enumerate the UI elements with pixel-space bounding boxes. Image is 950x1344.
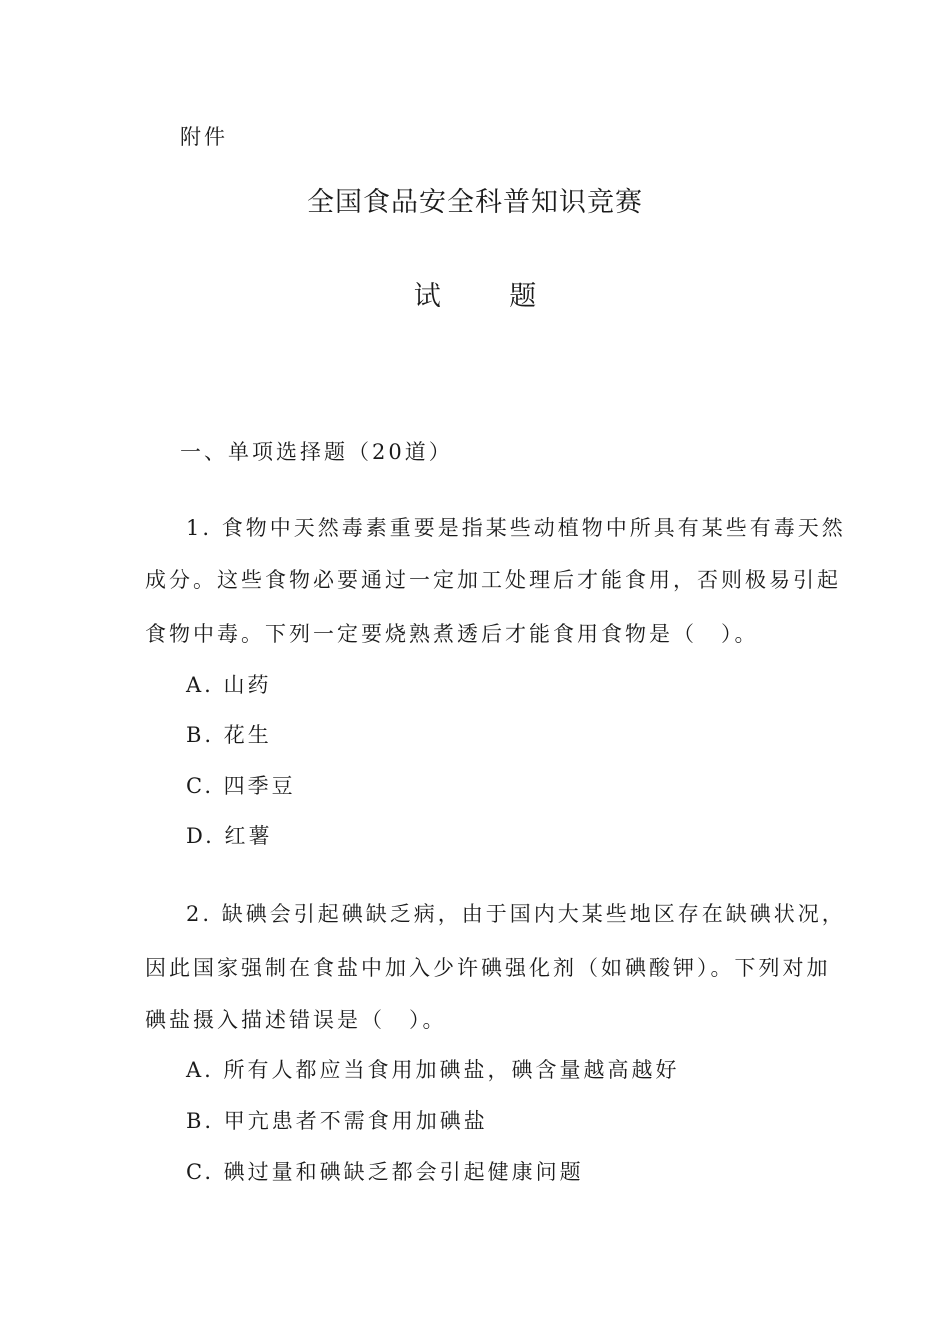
question-2-line-2: 因此国家强制在食盐中加入少许碘强化剂（如碘酸钾）。下列对加 <box>145 956 831 980</box>
question-2-option-b: B. 甲亢患者不需食用加碘盐 <box>186 1109 488 1133</box>
section-heading: 一、单项选择题（20道） <box>180 440 453 464</box>
question-2-option-a: A. 所有人都应当食用加碘盐，碘含量越高越好 <box>186 1058 680 1082</box>
document-subtitle: 试 题 <box>413 281 567 312</box>
attachment-label: 附件 <box>180 125 228 149</box>
question-1-option-c: C. 四季豆 <box>186 774 296 798</box>
question-1-line-2: 成分。这些食物必要通过一定加工处理后才能食用，否则极易引起 <box>145 568 841 592</box>
document-title: 全国食品安全科普知识竞赛 <box>307 187 643 218</box>
question-1-line-1: 1. 食物中天然毒素重要是指某些动植物中所具有某些有毒天然 <box>186 516 846 540</box>
question-1-option-a: A. 山药 <box>186 673 272 697</box>
question-2-option-c: C. 碘过量和碘缺乏都会引起健康问题 <box>186 1160 584 1184</box>
question-2-line-1: 2. 缺碘会引起碘缺乏病，由于国内大某些地区存在缺碘状况， <box>186 902 846 926</box>
question-1-line-3: 食物中毒。下列一定要烧熟煮透后才能食用食物是（ ）。 <box>145 622 759 646</box>
question-1-option-d: D. 红薯 <box>186 824 273 848</box>
question-1-option-b: B. 花生 <box>186 723 272 747</box>
question-2-line-3: 碘盐摄入描述错误是（ ）。 <box>145 1008 447 1032</box>
